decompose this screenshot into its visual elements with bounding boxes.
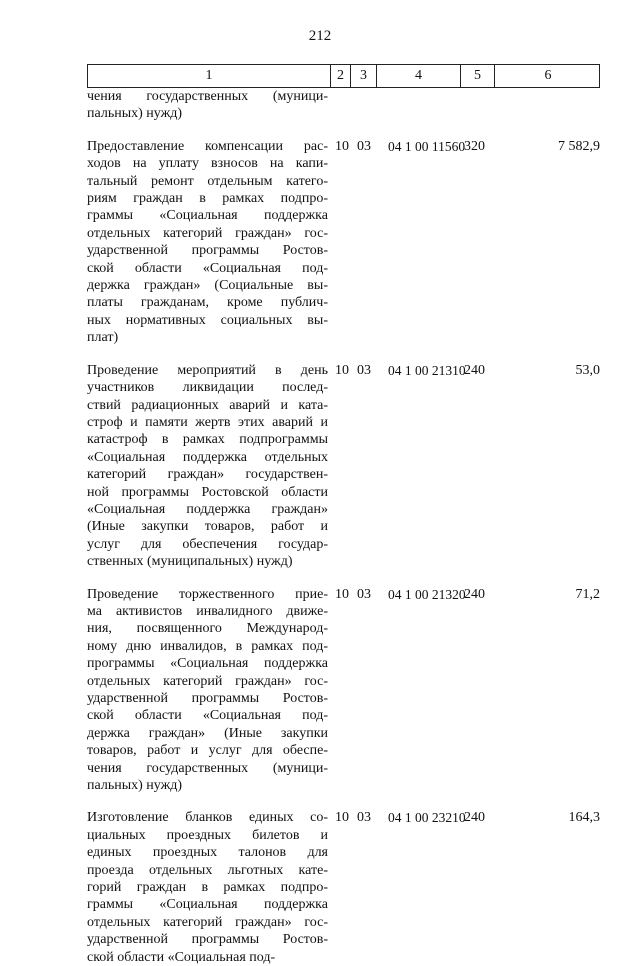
- description-line: товаров, работ и услуг для обеспе-: [87, 743, 328, 759]
- section-code: 10: [335, 810, 349, 826]
- target-article-code: 04 1 00 11560: [388, 138, 466, 154]
- header-col-5: 5: [461, 65, 495, 87]
- description-line: ходов на уплату взносов на капи-: [87, 156, 328, 172]
- description-line: программы «Социальная поддержка: [87, 656, 328, 672]
- description-line: категорий граждан» государствен-: [87, 467, 328, 483]
- header-col-4: 4: [377, 65, 461, 87]
- row-description: [87, 138, 330, 347]
- description-line: ствий радиационных аварий и ката-: [87, 397, 328, 413]
- description-line: услуг для обеспечения государ-: [87, 536, 328, 552]
- description-line: проезда отдельных льготных кате-: [87, 862, 328, 878]
- description-line: пальных) нужд): [87, 106, 183, 122]
- subsection-code: 03: [357, 586, 371, 602]
- description-line: единых проездных талонов для: [87, 845, 328, 861]
- description-line: ской области «Социальная под-: [87, 260, 328, 276]
- description-line: (Иные закупки товаров, работ и: [87, 519, 328, 535]
- table-row: [87, 138, 600, 347]
- amount: 164,3: [568, 810, 600, 826]
- table-header: [87, 64, 600, 88]
- description-line: «Социальная поддержка граждан»: [87, 501, 328, 517]
- description-line: ному дню инвалидов, в рамках под-: [87, 638, 328, 654]
- section-code: 10: [335, 138, 349, 154]
- description-line: пальных) нужд): [87, 778, 183, 794]
- description-line: ния, посвященного Международ-: [87, 621, 328, 637]
- description-line: граммы «Социальная поддержка: [87, 897, 328, 913]
- target-article-code: 04 1 00 23210: [388, 810, 466, 826]
- row-description: [87, 88, 330, 123]
- table-body: [87, 88, 600, 966]
- description-line: отдельных категорий граждан» гос-: [87, 673, 328, 689]
- description-line: тальный ремонт отдельным катего-: [87, 173, 328, 189]
- description-line: ма активистов инвалидного движе-: [87, 603, 328, 619]
- section-code: 10: [335, 362, 349, 378]
- expense-type-code: 240: [464, 586, 485, 602]
- subsection-code: 03: [357, 138, 371, 154]
- amount: 71,2: [575, 586, 600, 602]
- description-line: Предоставление компенсации рас-: [87, 138, 328, 154]
- header-col-3: 3: [351, 65, 377, 87]
- description-line: ударственной программы Ростов-: [87, 243, 328, 259]
- description-line: граммы «Социальная поддержка: [87, 208, 328, 224]
- description-line: горий граждан в рамках подпро-: [87, 880, 328, 896]
- subsection-code: 03: [357, 810, 371, 826]
- table-row: [87, 809, 600, 966]
- amount: 53,0: [575, 362, 600, 378]
- description-line: циальных проездных билетов и: [87, 827, 328, 843]
- description-line: ственных (муниципальных) нужд): [87, 554, 293, 570]
- description-line: плат): [87, 330, 119, 346]
- description-line: Изготовление бланков единых со-: [87, 810, 328, 826]
- header-col-1: 1: [88, 65, 331, 87]
- description-line: отдельных категорий граждан» гос-: [87, 225, 328, 241]
- table-row: [87, 362, 600, 571]
- description-line: ной программы Ростовской области: [87, 484, 328, 500]
- description-line: ударственной программы Ростов-: [87, 691, 328, 706]
- description-line: Проведение мероприятий в день: [87, 362, 328, 378]
- table-row: [87, 586, 600, 795]
- description-line: ской области «Социальная под-: [87, 949, 276, 965]
- row-description: [87, 362, 330, 571]
- expense-type-code: 240: [464, 362, 485, 378]
- description-line: ных нормативных социальных вы-: [87, 312, 328, 328]
- description-line: держка граждан» (Социальные вы-: [87, 278, 328, 294]
- description-line: ской области «Социальная под-: [87, 708, 328, 724]
- description-line: чения государственных (муници-: [87, 89, 328, 104]
- description-line: платы гражданам, кроме публич-: [87, 295, 328, 311]
- target-article-code: 04 1 00 21320: [388, 586, 466, 602]
- description-line: риям граждан в рамках подпро-: [87, 191, 328, 207]
- expense-type-code: 320: [464, 138, 485, 154]
- description-line: строф и памяти жертв этих аварий и: [87, 414, 328, 430]
- description-line: ударственной программы Ростов-: [87, 932, 328, 948]
- description-line: чения государственных (муници-: [87, 760, 328, 776]
- subsection-code: 03: [357, 362, 371, 378]
- description-line: «Социальная поддержка отдельных: [87, 449, 328, 465]
- description-line: катастроф в рамках подпрограммы: [87, 432, 328, 448]
- target-article-code: 04 1 00 21310: [388, 362, 466, 378]
- budget-table: [87, 64, 600, 966]
- header-col-2: 2: [331, 65, 351, 87]
- expense-type-code: 240: [464, 810, 485, 826]
- row-description: [87, 586, 330, 795]
- description-line: отдельных категорий граждан» гос-: [87, 914, 328, 930]
- description-line: Проведение торжественного прие-: [87, 586, 328, 602]
- row-description: [87, 809, 330, 966]
- amount: 7 582,9: [558, 138, 600, 154]
- section-code: 10: [335, 586, 349, 602]
- description-line: участников ликвидации послед-: [87, 380, 328, 396]
- table-row-continuation: [87, 88, 600, 123]
- page-number: 212: [308, 28, 332, 44]
- description-line: держка граждан» (Иные закупки: [87, 725, 328, 741]
- header-col-6: 6: [544, 68, 552, 83]
